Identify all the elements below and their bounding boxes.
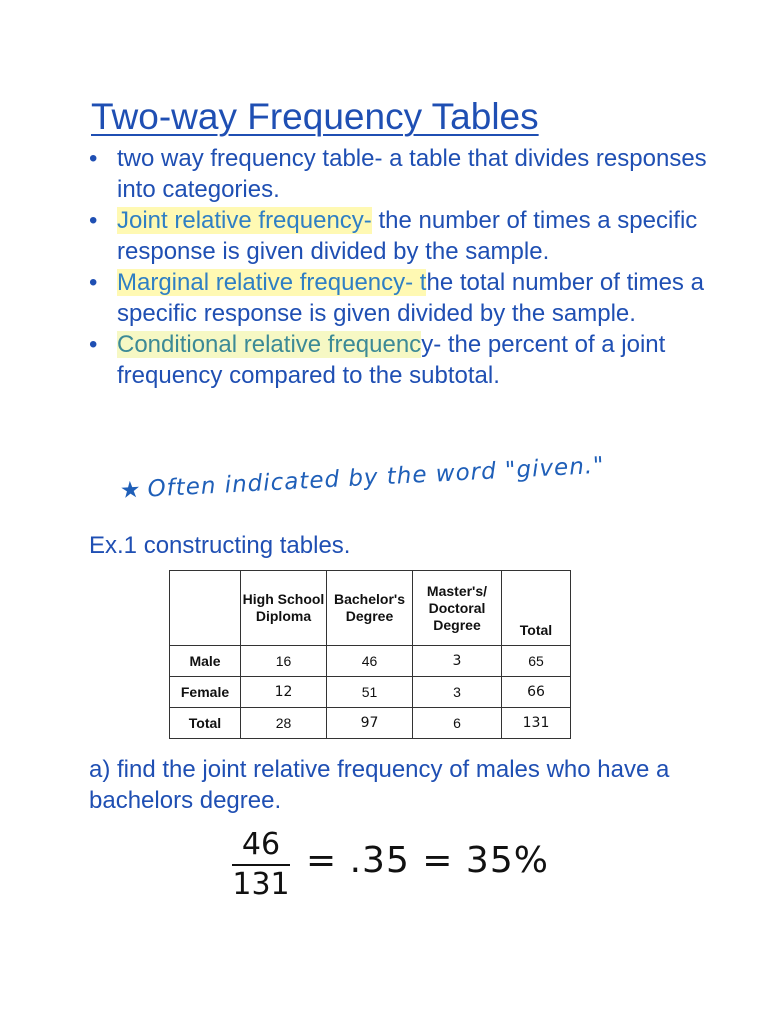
definition-list [89,143,729,391]
definition-text: y- the percent of a joint frequency compared to the subtotal. [117,331,666,389]
question-a: a) find the joint relative frequency of males who have a bachelors degree. [89,756,670,814]
definition-term: Conditional relative frequenc [117,331,422,358]
handwritten-cell: 97 [327,708,413,739]
bullet-dot: • [89,145,98,172]
page-title: Two-way Frequency Tables [91,96,539,137]
table-row [170,646,571,677]
handwritten-note [119,453,605,504]
handwritten-cell: 66 [502,677,571,708]
example-title: Ex.1 constructing tables. [89,532,351,559]
star-icon: ★ [119,476,143,504]
table-cell: 51 [327,677,413,708]
table-header-cell: Total [502,571,571,646]
table-cell: 3 [413,677,502,708]
handwritten-cell: 12 [241,677,327,708]
table-row-label: Female [170,677,241,708]
frequency-table [169,570,571,739]
definition-text: two way frequency table- a table that divides responses into categories. [117,145,707,203]
definition-text: he total number of times a specific response is given divided by the sample. [117,269,704,327]
handwritten-cell: 3 [413,646,502,677]
table-cell: 16 [241,646,327,677]
table-row-label: Male [170,646,241,677]
definition-term: Marginal relative frequency- t [117,269,427,296]
table-corner-cell [170,571,241,646]
definition-text: the number of times a specific response is given divided by the sample. [117,207,698,265]
equation: = .35 = 35% [306,840,549,881]
handwritten-cell: 131 [502,708,571,739]
definition-term: Joint relative frequency- [117,207,372,234]
bullet-dot: • [89,269,98,296]
table-header-cell: Master's/ Doctoral Degree [413,571,502,646]
table-header-row [170,571,571,646]
table-cell: 65 [502,646,571,677]
bullet-dot: • [89,331,98,358]
fraction-bar [232,864,290,866]
table-cell: 46 [327,646,413,677]
table-header-cell: Bachelor's Degree [327,571,413,646]
table-row [170,677,571,708]
fraction [232,828,290,902]
numerator: 46 [241,827,281,862]
table-header-cell: High School Diploma [241,571,327,646]
denominator: 131 [232,867,290,902]
definition-item [89,205,729,267]
table-cell: 28 [241,708,327,739]
definition-item [89,267,729,329]
bullet-dot: • [89,207,98,234]
table-row [170,708,571,739]
table-cell: 6 [413,708,502,739]
table-row-label: Total [170,708,241,739]
handwritten-note-text: Often indicated by the word "given." [146,452,606,503]
definition-item [89,329,729,391]
definition-item [89,143,729,205]
